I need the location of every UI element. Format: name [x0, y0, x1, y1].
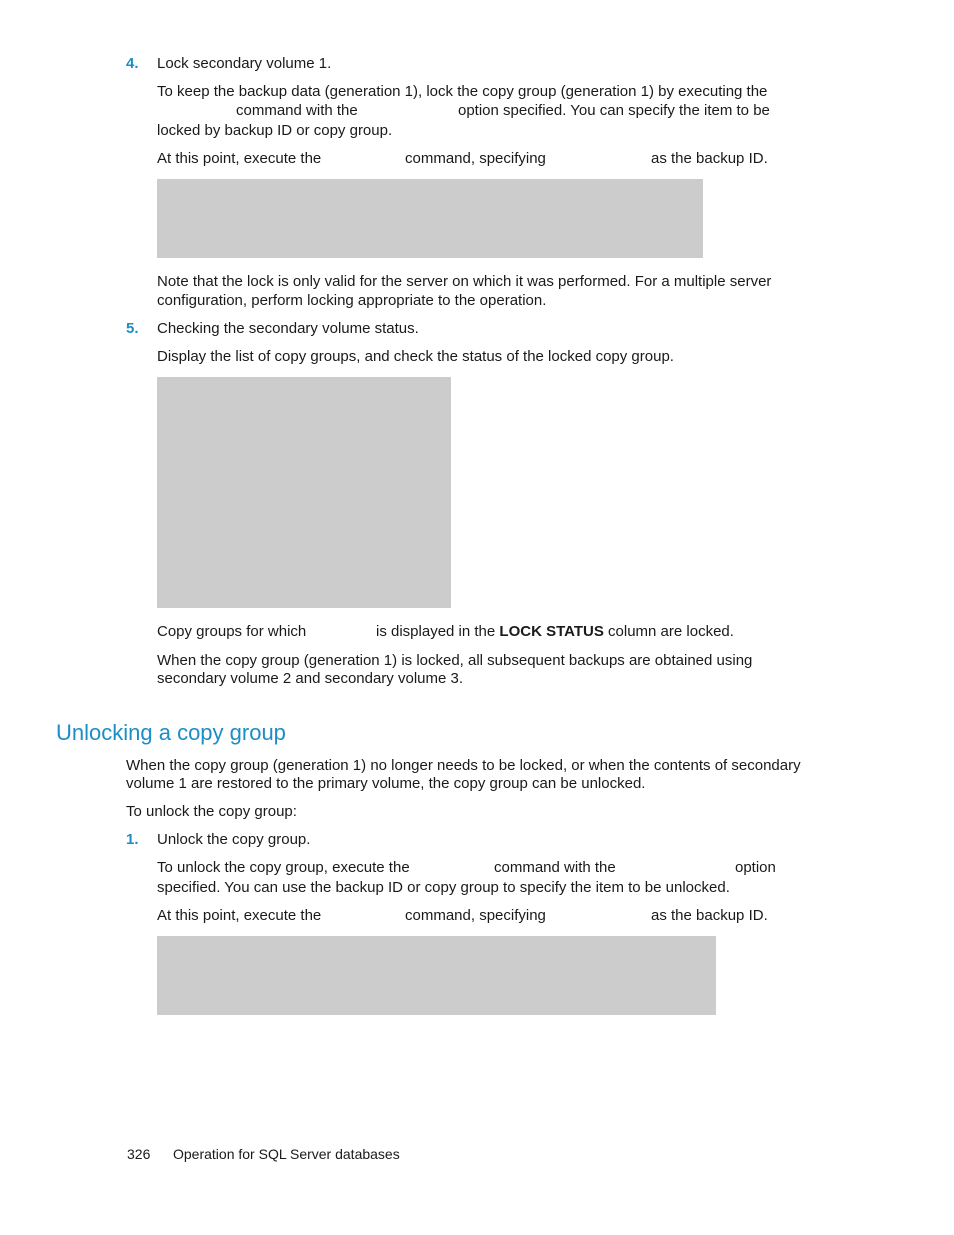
section-intro-line-2: volume 1 are restored to the primary volume, the copy group can be unlocked.	[126, 775, 646, 792]
step-5-number: 5.	[126, 320, 139, 337]
step-4-text-line-2b: option specified. You can specify the item to be	[458, 102, 770, 119]
step-5-text: Display the list of copy groups, and check the status of the locked copy group.	[157, 348, 674, 365]
step-1-text-line-1c: option	[735, 859, 776, 876]
step-5-note-line-1: When the copy group (generation 1) is locked, all subsequent backups are obtained using	[157, 652, 753, 669]
code-block-unlock	[157, 936, 716, 1015]
step-5-locked-b	[376, 622, 734, 641]
step-5-locked-b-text: is displayed in the	[376, 623, 496, 640]
code-block-lock	[157, 179, 703, 258]
step-4-number: 4.	[126, 55, 139, 72]
step-5-note-line-2: secondary volume 2 and secondary volume 3.	[157, 670, 464, 687]
step-1-exec-c: as the backup ID.	[651, 907, 768, 924]
section-intro-2: To unlock the copy group:	[126, 803, 297, 820]
step-4-exec-b: command, specifying	[405, 150, 546, 167]
step-4-text-line-1: To keep the backup data (generation 1), lock the copy group (generation 1) by executing the	[157, 83, 768, 100]
step-1-exec-a: At this point, execute the	[157, 907, 322, 924]
section-heading: Unlocking a copy group	[56, 720, 286, 745]
step-1-text-line-1a: To unlock the copy group, execute the	[157, 859, 410, 876]
step-4-note-line-2: configuration, perform locking appropriate to the operation.	[157, 292, 547, 309]
step-4-title: Lock secondary volume 1.	[157, 55, 332, 72]
lock-status-label: LOCK STATUS	[499, 623, 604, 640]
step-5-locked-c-text: column are locked.	[608, 623, 734, 640]
step-5-title: Checking the secondary volume status.	[157, 320, 419, 337]
step-1-text-line-1b: command with the	[494, 859, 616, 876]
step-1-number: 1.	[126, 831, 139, 848]
step-1-title: Unlock the copy group.	[157, 831, 311, 848]
step-4-text-line-2a: command with the	[236, 102, 358, 119]
step-1-text-line-2: specified. You can use the backup ID or copy group to specify the item to be unlocked.	[157, 879, 730, 896]
section-intro-line-1: When the copy group (generation 1) no longer needs to be locked, or when the contents of secondary	[126, 757, 801, 774]
step-4-exec-a: At this point, execute the	[157, 150, 322, 167]
step-4-note-line-1: Note that the lock is only valid for the server on which it was performed. For a multiple server	[157, 273, 772, 290]
step-1-exec-b: command, specifying	[405, 907, 546, 924]
step-5-locked-a: Copy groups for which	[157, 623, 307, 640]
step-4-exec-c: as the backup ID.	[651, 150, 768, 167]
footer-title: Operation for SQL Server databases	[173, 1146, 400, 1162]
footer-page-number: 326	[127, 1146, 151, 1162]
step-4-text-line-3: locked by backup ID or copy group.	[157, 122, 393, 139]
code-block-status	[157, 377, 451, 608]
